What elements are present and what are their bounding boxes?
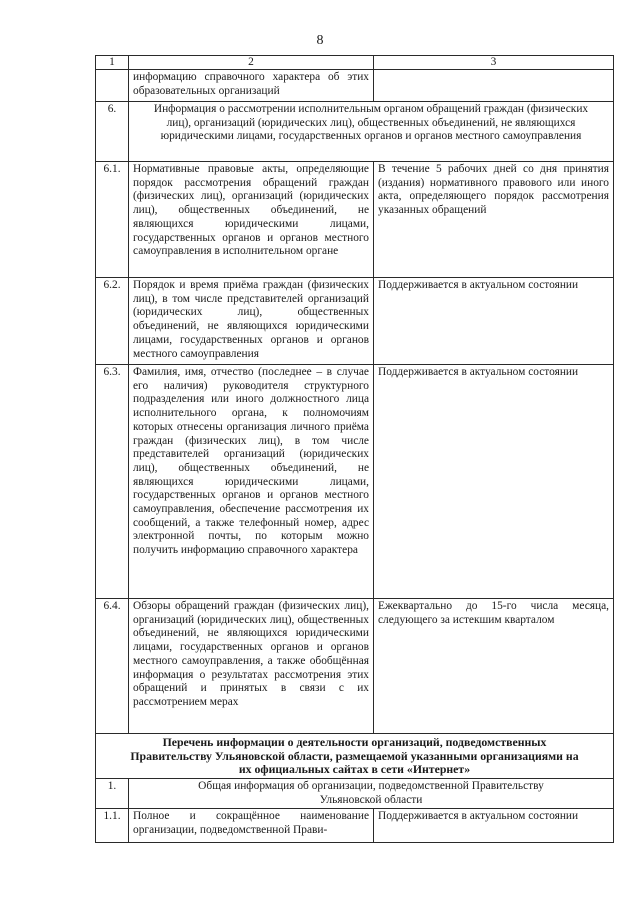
row-description: Обзоры обращений граждан (физических лиц), организаций (юридических лиц), общественных объединений, не являющихся юридическими лицами, государственных органов и органов местного самоуправления, а также обобщённая информация о результатах рассмотрения этих обращений и принятых в связи с их рассмотрением мерах [129,599,374,734]
table-row [96,365,614,599]
table-row-section-1 [96,779,614,809]
row-number: 6.1. [96,162,129,278]
section-heading: Перечень информации о деятельности организаций, подведомственных Правительству Ульяновской области, размещаемой указанными организациями на их официальных сайтах в сети «Интернет» [96,734,614,779]
row-number: 6.2. [96,278,129,365]
row-number [96,70,129,102]
row-deadline: Поддерживается в актуальном состоянии [374,365,614,599]
table-row [96,70,614,102]
table-row-section-6 [96,102,614,162]
row-deadline: В течение 5 рабочих дней со дня принятия (издания) нормативного правового или иного акта, определяющего порядок рассмотрения указанных обращений [374,162,614,278]
row-title: Информация о рассмотрении исполнительным органом обращений граждан (физических лиц), организаций (юридических лиц), общественных объединений, не являющихся юридическими лицами, государственных органов и органов местного самоуправления [129,102,614,162]
table-header-row [96,56,614,70]
row-deadline: Поддерживается в актуальном состоянии [374,809,614,843]
row-deadline [374,70,614,102]
row-description: Фамилия, имя, отчество (последнее – в случае его наличия) руководителя структурного подразделения или иного должностного лица исполнительного органа, к полномочиям которых отнесены организация личного приёма граждан (физических лиц), в том числе представителей организаций (юридических лиц), общественных объединений, не являющихся юридическими лицами, государственных органов и органов местного самоуправления, обеспечение рассмотрения их сообщений, а также телефонный номер, адрес электронной почты, по которым можно получить информацию справочного характера [129,365,374,599]
row-description: информацию справочного характера об этих образовательных организаций [129,70,374,102]
page-number: 8 [316,33,324,48]
header-col-2: 2 [129,56,374,70]
row-number: 1. [96,779,129,809]
row-deadline: Ежеквартально до 15-го числа месяца, следующего за истекшим кварталом [374,599,614,734]
row-number: 1.1. [96,809,129,843]
header-col-1: 1 [96,56,129,70]
row-number: 6.4. [96,599,129,734]
table-row [96,599,614,734]
row-deadline: Поддерживается в актуальном состоянии [374,278,614,365]
table-row [96,162,614,278]
row-number: 6.3. [96,365,129,599]
table-row [96,809,614,843]
row-number: 6. [96,102,129,162]
row-title: Общая информация об организации, подведомственной Правительству Ульяновской области [129,779,614,809]
information-table [95,55,614,843]
table-row [96,278,614,365]
table-section-heading-row [96,734,614,779]
row-description: Нормативные правовые акты, определяющие порядок рассмотрения обращений граждан (физических лиц), организаций (юридических лиц), общественных объединений, не являющихся юридическими лицами, государственных органов и органов местного самоуправления в исполнительном органе [129,162,374,278]
header-col-3: 3 [374,56,614,70]
row-description: Порядок и время приёма граждан (физических лиц), в том числе представителей организаций (юридических лиц), общественных объединений, не являющихся юридическими лицами, государственных органов и органов местного самоуправления [129,278,374,365]
row-description: Полное и сокращённое наименование организации, подведомственной Прави- [129,809,374,843]
